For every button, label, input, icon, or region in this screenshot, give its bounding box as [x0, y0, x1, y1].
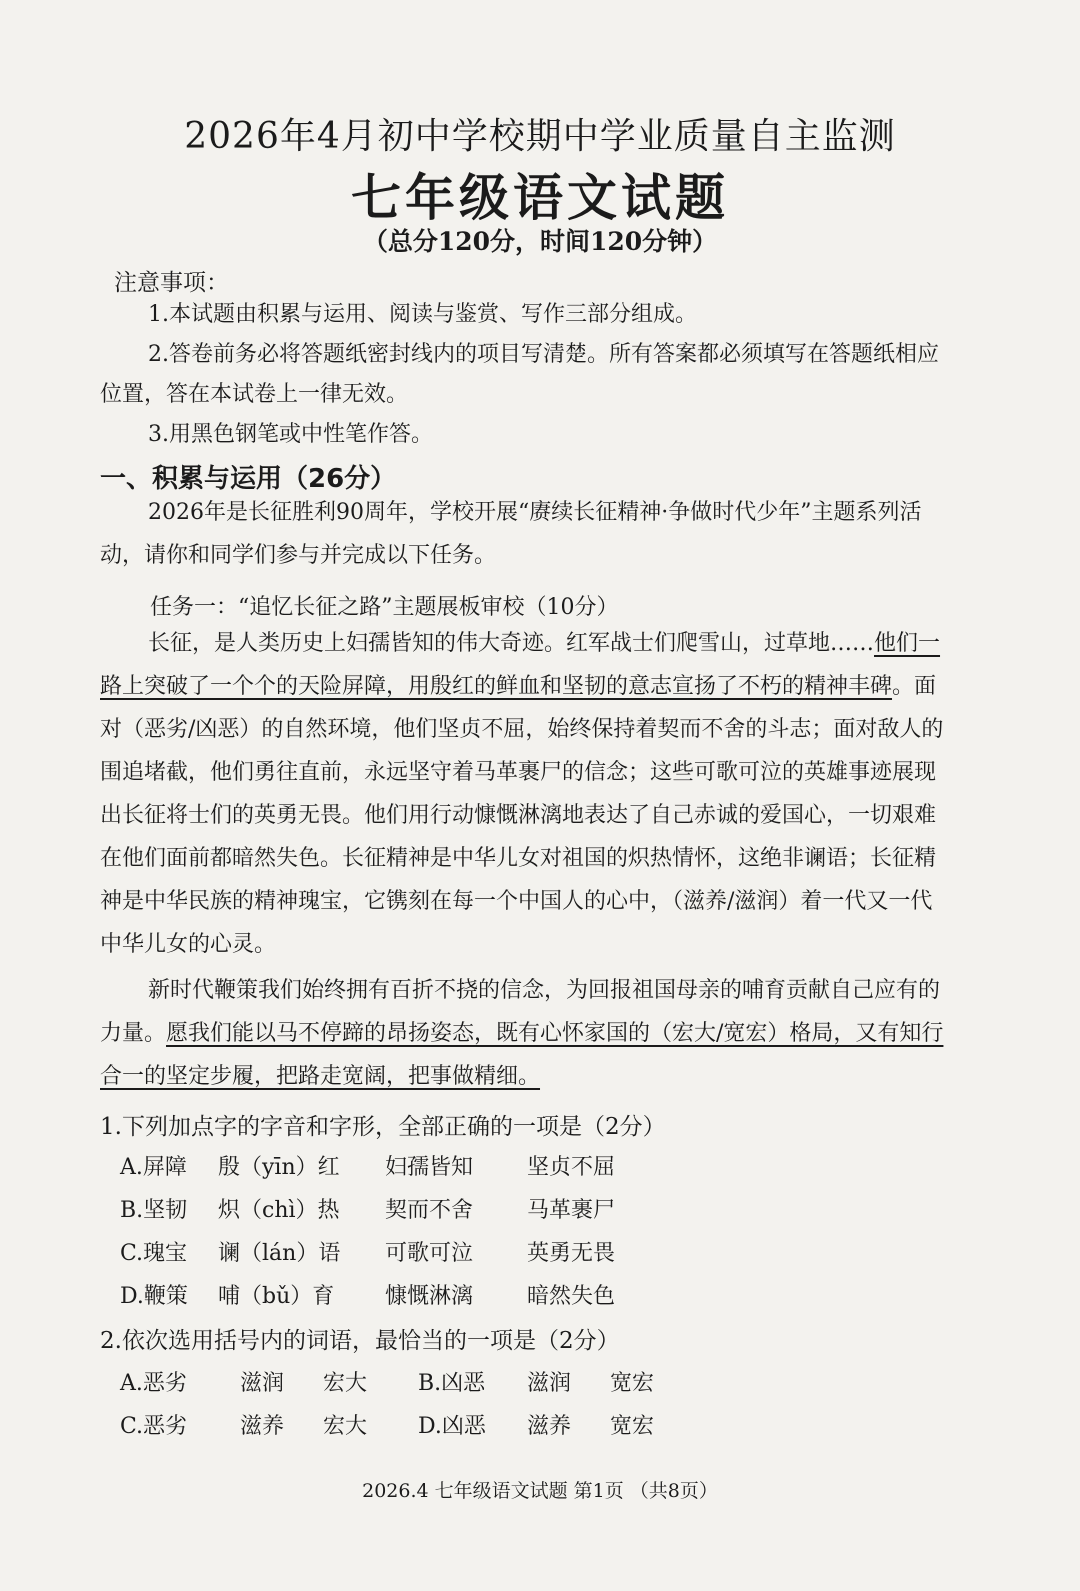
option-item: 马革裹尸 — [527, 1198, 616, 1223]
option-label: D.凶恶 — [418, 1414, 486, 1439]
question-1-stem: 1.下列加点字的字音和字形，全部正确的一项是（2分） — [100, 1114, 666, 1140]
underlined-sentence: 他们一 — [874, 631, 941, 656]
passage-line — [100, 676, 936, 698]
option-label: B.坚韧 — [120, 1198, 188, 1223]
note-item: 位置，答在本试卷上一律无效。 — [100, 382, 409, 407]
option-item: 英勇无畏 — [527, 1241, 616, 1266]
passage-line: 围追堵截，他们勇往直前，永远坚守着马革裹尸的信念；这些可歌可泣的英雄事迹展现 — [100, 760, 937, 785]
question-2-stem: 2.依次选用括号内的词语，最恰当的一项是（2分） — [100, 1328, 620, 1354]
passage-text: 。面 — [892, 674, 937, 699]
option-label: A.恶劣 — [120, 1371, 187, 1396]
option-item: 滋润 — [240, 1371, 285, 1396]
note-item: 2.答卷前务必将答题纸密封线内的项目写清楚。所有答案都必须填写在答题纸相应 — [148, 342, 939, 367]
passage-line: 在他们面前都暗然失色。长征精神是中华儿女对祖国的炽热情怀，这绝非谰语；长征精 — [100, 846, 937, 871]
note-item: 3.用黑色钢笔或中性笔作答。 — [148, 422, 433, 447]
option-label: A.屏障 — [120, 1155, 187, 1180]
option-item: 慷慨淋漓 — [385, 1284, 474, 1309]
underlined-sentence: 愿我们能以马不停蹄的昂扬姿态，既有心怀家国的（宏大/宽宏）格局，又有知行 — [166, 1021, 944, 1046]
note-item: 1.本试题由积累与运用、阅读与鉴赏、写作三部分组成。 — [148, 302, 697, 327]
exam-subtitle: （总分120分，时间120分钟） — [362, 227, 718, 256]
option-item: 炽（chì）热 — [218, 1198, 340, 1223]
underlined-sentence: 路上突破了一个个的天险屏障，用殷红的鲜血和坚韧的意志宣扬了不朽的精神丰碑 — [100, 674, 893, 699]
passage-line — [148, 633, 940, 655]
option-item: 暗然失色 — [527, 1284, 616, 1309]
passage-line — [100, 1023, 943, 1045]
underlined-sentence: 合一的坚定步履，把路走宽阔，把事做精细。 — [100, 1064, 541, 1089]
option-label: D.鞭策 — [120, 1284, 188, 1309]
intro-line: 动，请你和同学们参与并完成以下任务。 — [100, 543, 497, 568]
option-item: 谰（lán）语 — [218, 1241, 341, 1266]
option-item: 妇孺皆知 — [385, 1155, 474, 1180]
option-item: 坚贞不屈 — [527, 1155, 616, 1180]
exam-title: 七年级语文试题 — [351, 168, 729, 227]
passage-line: 对（恶劣/凶恶）的自然环境，他们坚贞不屈，始终保持着契而不舍的斗志；面对敌人的 — [100, 717, 944, 742]
intro-line: 2026年是长征胜利90周年，学校开展“赓续长征精神·争做时代少年”主题系列活 — [148, 500, 922, 525]
option-label: C.恶劣 — [120, 1414, 188, 1439]
passage-line: 神是中华民族的精神瑰宝，它镌刻在每一个中国人的心中，（滋养/滋润）着一代又一代 — [100, 889, 933, 914]
option-item: 宏大 — [323, 1371, 368, 1396]
passage-line: 新时代鞭策我们始终拥有百折不挠的信念，为回报祖国母亲的哺育贡献自己应有的 — [148, 978, 941, 1003]
option-item: 滋养 — [527, 1414, 572, 1439]
passage-text: 长征，是人类历史上妇孺皆知的伟大奇迹。红军战士们爬雪山，过草地…… — [148, 631, 875, 656]
option-item: 宽宏 — [610, 1414, 655, 1439]
passage-line: 出长征将士们的英勇无畏。他们用行动慷慨淋漓地表达了自己赤诚的爱国心，一切艰难 — [100, 803, 937, 828]
option-item: 宽宏 — [610, 1371, 655, 1396]
option-item: 可歌可泣 — [385, 1241, 474, 1266]
exam-header-line: 2026年4月初中学校期中学业质量自主监测 — [184, 116, 896, 157]
option-item: 宏大 — [323, 1414, 368, 1439]
task-heading: 任务一：“追忆长征之路”主题展板审校（10分） — [150, 595, 619, 620]
option-label: B.凶恶 — [418, 1371, 486, 1396]
section-heading: 一、积累与运用（26分） — [100, 464, 397, 494]
option-label: C.瑰宝 — [120, 1241, 188, 1266]
option-item: 滋润 — [527, 1371, 572, 1396]
passage-text: 力量。 — [100, 1021, 167, 1046]
page-footer: 2026.4 七年级语文试题 第1页 （共8页） — [362, 1480, 718, 1502]
notes-heading: 注意事项： — [114, 270, 229, 296]
option-item: 契而不舍 — [385, 1198, 474, 1223]
option-item: 滋养 — [240, 1414, 285, 1439]
option-item: 哺（bǔ）育 — [218, 1284, 335, 1309]
option-item: 殷（yīn）红 — [218, 1155, 340, 1180]
passage-line: 中华儿女的心灵。 — [100, 932, 277, 957]
